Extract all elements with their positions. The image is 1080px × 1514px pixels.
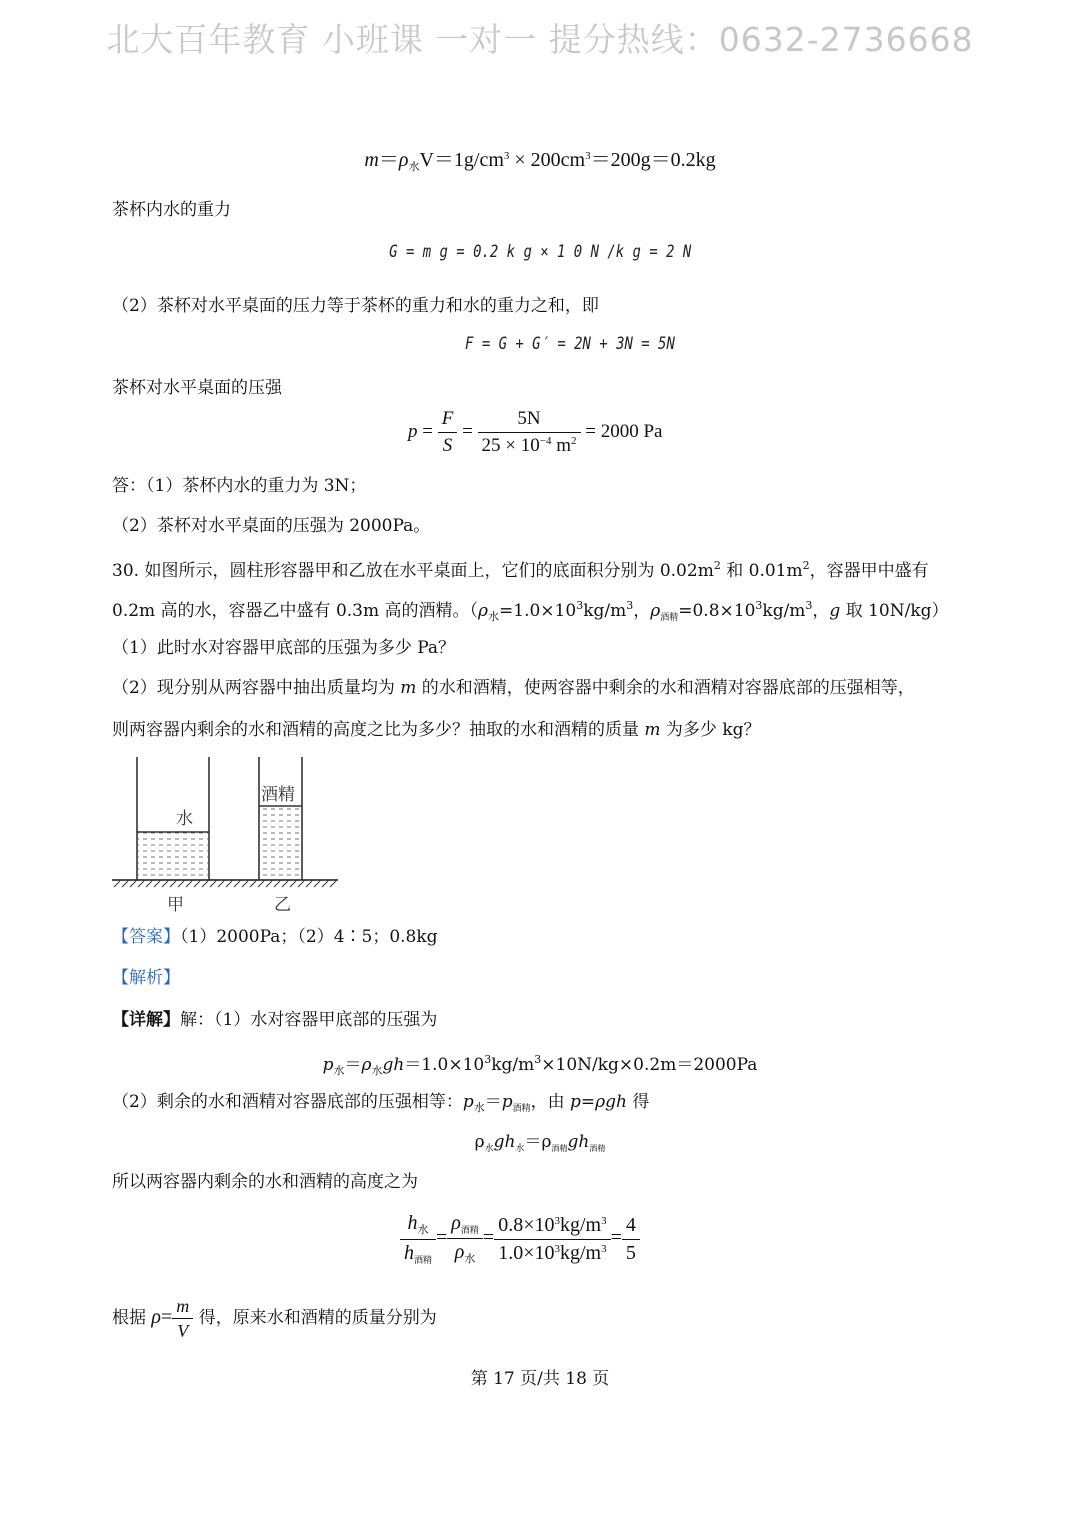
- detail-tag: 【详解】: [112, 1010, 180, 1030]
- q30-sub1: （1）此时水对容器甲底部的压强为多少 Pa？: [112, 638, 456, 658]
- text: 为多少 kg？: [660, 720, 761, 740]
- eq-symbol: S: [442, 435, 453, 456]
- text: （2）剩余的水和酒精对容器底部的压强相等：: [112, 1092, 463, 1112]
- superscript: 2: [713, 559, 721, 572]
- eq-text: ＝1.0×10: [404, 1055, 485, 1075]
- jia-label: 甲: [167, 895, 184, 915]
- part2-equal-pressure: [112, 1090, 649, 1121]
- eq-text: F = G + G′ = 2N + 3N = 5N: [465, 334, 675, 354]
- force-equation: [0, 334, 1080, 354]
- eq-superscript: 3: [554, 1242, 560, 1255]
- eq-symbol: ρ: [454, 1241, 465, 1263]
- subscript: 酒精: [512, 1104, 531, 1114]
- eq-symbol: gh: [567, 1132, 590, 1152]
- eq-subscript: 水: [464, 1253, 476, 1265]
- eq-symbol: F: [438, 408, 458, 433]
- text: 30. 如图所示，圆柱形容器甲和乙放在水平桌面上，它们的底面积分别为 0.02m: [112, 561, 714, 581]
- fraction: [400, 1212, 436, 1266]
- yi-label: 乙: [274, 895, 291, 915]
- subscript: 水: [488, 610, 500, 623]
- fraction: [622, 1214, 640, 1265]
- eq-text: = 2000 Pa: [585, 420, 663, 442]
- text: 根据: [112, 1308, 152, 1328]
- q30-sub2: [112, 676, 915, 700]
- superscript: 3: [626, 599, 634, 612]
- superscript: 3: [805, 599, 813, 612]
- rho-equation: [0, 1130, 1080, 1161]
- eq-text: 4: [622, 1214, 640, 1240]
- eq-superscript: 3: [534, 1053, 542, 1066]
- answer-1: 答：（1）茶杯内水的重力为 3N；: [112, 476, 367, 496]
- eq-symbol: p: [408, 420, 418, 442]
- fraction: [494, 1214, 610, 1265]
- subscript: 水: [473, 1101, 485, 1114]
- eq-symbol: p: [322, 1055, 334, 1075]
- eq-text: ＝200g＝0.2kg: [590, 149, 716, 171]
- detail-line: [112, 1008, 437, 1032]
- answer-tag: 【答案】: [112, 927, 180, 947]
- eq-text: 1.0×10: [498, 1241, 555, 1264]
- eq-subscript: 水: [333, 1064, 345, 1077]
- answer-line: [112, 925, 438, 949]
- eq-symbol: h: [407, 1212, 418, 1234]
- eq-text: 25 × 10: [481, 435, 540, 456]
- eq-symbol: h: [404, 1242, 414, 1264]
- symbol: g: [829, 601, 841, 621]
- fraction: [447, 1212, 483, 1266]
- text: kg/m: [583, 601, 627, 621]
- formula: p=ρgh: [570, 1092, 627, 1112]
- answer-text: （1）2000Pa；（2）4∶5；0.8kg: [180, 927, 438, 947]
- containers-figure: [110, 752, 350, 917]
- eq-text: V＝1g/cm: [419, 149, 504, 171]
- text: 的水和酒精，使两容器中剩余的水和酒精对容器底部的压强相等，: [416, 678, 915, 698]
- symbol: m: [644, 720, 661, 740]
- last-line: 根据 ρ= $\frac{m}{V}$ 得，原来水和酒精的质量分别为: [112, 1296, 437, 1341]
- fraction: [172, 1296, 193, 1341]
- eq-superscript: 3: [601, 1214, 607, 1227]
- eq-symbol: ρ: [361, 1055, 372, 1075]
- eq-symbol: m: [364, 149, 379, 171]
- superscript: 3: [576, 599, 584, 612]
- eq-subscript: 酒精: [551, 1144, 568, 1153]
- eq-superscript: −4: [539, 435, 552, 447]
- symbol: p: [501, 1092, 513, 1112]
- eq-subscript: 水: [408, 161, 420, 173]
- detail-text: 解：（1）水对容器甲底部的压强为: [180, 1010, 438, 1030]
- eq-superscript: 3: [484, 1053, 492, 1066]
- eq-text: ×10N/kg×0.2m＝2000Pa: [541, 1055, 758, 1075]
- water-fill: [138, 832, 208, 880]
- text: 得: [626, 1092, 650, 1112]
- text: ，容器甲中盛有: [809, 561, 929, 581]
- eq-subscript: 水: [371, 1064, 383, 1077]
- ratio-equation: $\frac{h_水}{h_{酒精}}$ = $\frac{\rho_{酒精}}{\rho_水}$ = $\frac{0.8\times 10^3kg/m^3}{1.0\times 10^3kg/m^3}$ = $\frac{4}{5}$: [400, 1212, 640, 1266]
- q30-line2: [112, 594, 949, 630]
- superscript: 2: [802, 559, 810, 572]
- text: =0.8×10: [678, 601, 756, 621]
- gravity-equation: [0, 242, 1080, 262]
- eq-symbol: ρ: [151, 1306, 162, 1328]
- alcohol-label: 酒精: [261, 785, 295, 805]
- text: 则两容器内剩余的水和酒精的高度之比为多少？抽取的水和酒精的质量: [112, 720, 645, 740]
- eq-text: kg/m: [559, 1213, 602, 1236]
- eq-text: × 200cm: [509, 149, 586, 171]
- eq-text: kg/m: [491, 1055, 535, 1075]
- eq-superscript: 3: [503, 150, 510, 162]
- pressure-label: 茶杯对水平桌面的压强: [112, 378, 282, 398]
- symbol: ρ: [478, 601, 489, 621]
- eq-superscript: 3: [601, 1242, 607, 1255]
- text: ，: [812, 601, 830, 621]
- symbol: m: [400, 678, 417, 698]
- text: ，: [633, 601, 651, 621]
- eq-symbol: gh: [493, 1132, 516, 1152]
- eq-subscript: 酒精: [460, 1225, 479, 1235]
- q30-sub3: [112, 718, 761, 742]
- symbol: ρ: [650, 601, 661, 621]
- text: 取 10N/kg）: [840, 601, 949, 621]
- subscript: 酒精: [660, 613, 679, 623]
- text: 得，原来水和酒精的质量分别为: [193, 1308, 437, 1328]
- text: （2）现分别从两容器中抽出质量均为: [112, 678, 401, 698]
- height-ratio-label: 所以两容器内剩余的水和酒精的高度之为: [112, 1172, 418, 1192]
- text: ＝: [484, 1092, 502, 1112]
- text: 0.2m 高的水，容器乙中盛有 0.3m 高的酒精。（: [112, 601, 479, 621]
- water-label: 水: [176, 809, 193, 829]
- symbol: p: [462, 1092, 474, 1112]
- eq-superscript: 3: [585, 150, 591, 162]
- text: ，由: [530, 1092, 571, 1112]
- part2-text: （2）茶杯对水平桌面的压力等于茶杯的重力和水的重力之和，即: [112, 296, 599, 316]
- superscript: 3: [755, 599, 763, 612]
- text: =1.0×10: [499, 601, 577, 621]
- eq-text: G = m g = 0.2 k g × 1 0 N /k g = 2 N: [388, 242, 692, 262]
- eq-subscript: 水: [417, 1224, 429, 1236]
- eq-symbol: ρ: [451, 1212, 461, 1234]
- eq-text: 5N: [478, 408, 581, 433]
- eq-subscript: 酒精: [414, 1255, 433, 1265]
- eq-text: 0.8×10: [498, 1213, 555, 1236]
- eq-symbol: ρ: [541, 1132, 552, 1152]
- eq-text: m: [551, 435, 572, 456]
- fraction: [478, 408, 581, 457]
- fraction: [438, 408, 458, 457]
- eq-symbol: V: [177, 1321, 189, 1341]
- tea-weight-label: 茶杯内水的重力: [112, 200, 231, 220]
- eq-superscript: 2: [571, 435, 577, 447]
- page-footer: 第 17 页/共 18 页: [470, 1369, 610, 1389]
- analysis-line: [112, 966, 180, 990]
- eq-text: kg/m: [559, 1241, 602, 1264]
- eq-symbol: ρ: [398, 149, 409, 171]
- eq-text: ＝: [344, 1055, 362, 1075]
- answer-2: （2）茶杯对水平桌面的压强为 2000Pa。: [112, 516, 431, 536]
- analysis-tag: 【解析】: [112, 968, 180, 988]
- q30-line1: [112, 554, 929, 583]
- eq-subscript: 水: [484, 1144, 494, 1154]
- eq-symbol: ρ: [474, 1132, 485, 1152]
- eq-symbol: gh: [382, 1055, 405, 1075]
- eq-text: 5: [625, 1241, 636, 1264]
- text: kg/m: [762, 601, 806, 621]
- eq-text: ＝: [524, 1132, 542, 1152]
- eq-subscript: 酒精: [589, 1144, 606, 1153]
- text: 和 0.01m: [720, 561, 803, 581]
- alcohol-fill: [260, 806, 301, 880]
- watermark: 北大百年教育 小班课 一对一 提分热线：0632-2736668: [106, 20, 974, 59]
- eq-subscript: 水: [515, 1144, 525, 1154]
- mass-equation: $m=\rho_水V=1g/cm^3 \times 200cm^3=200g=0.2kg$: [364, 149, 716, 173]
- water-pressure-equation: [0, 1048, 1080, 1083]
- table-hatch: [114, 881, 336, 887]
- eq-superscript: 3: [554, 1214, 560, 1227]
- eq-symbol: m: [172, 1296, 193, 1319]
- pressure-equation: p = $\frac{F}{S}$ = $\frac{5N}{25 \times 10^{-4} m^2}$ = 2000 Pa: [408, 408, 663, 456]
